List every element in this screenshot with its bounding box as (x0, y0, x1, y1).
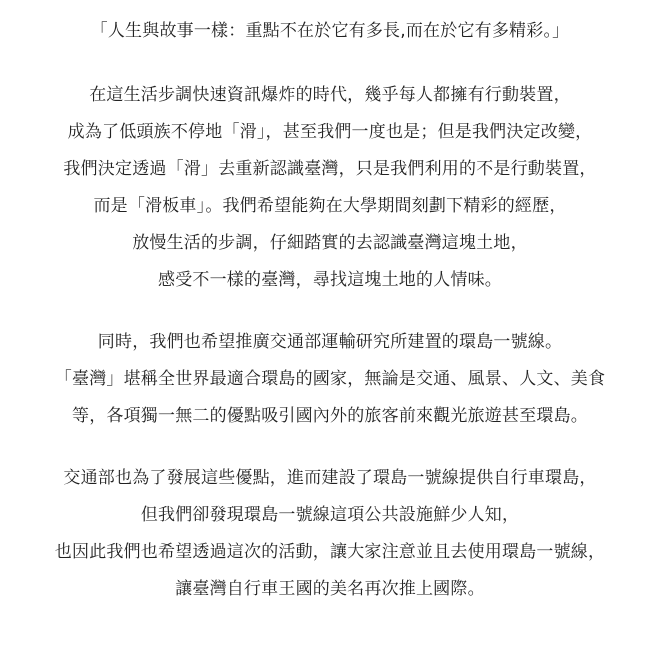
paragraph-line: 成為了低頭族不停地「滑」，甚至我們一度也是；但是我們決定改變， (67, 122, 593, 142)
paragraph-line: 「臺灣」堪稱全世界最適合環島的國家，無論是交通、風景、人文、美食 (54, 369, 606, 389)
paragraph-line: 我們決定透過「滑」去重新認識臺灣，只是我們利用的不是行動裝置， (63, 159, 597, 179)
spacer (0, 50, 660, 77)
paragraph-line: 也因此我們也希望透過這次的活動，讓大家注意並且去使用環島一號線， (54, 542, 606, 562)
spacer (0, 299, 660, 324)
paragraph-promotion (0, 460, 660, 608)
paragraph-line: 但我們卻發現環島一號線這項公共設施鮮少人知， (140, 505, 520, 525)
paragraph-intro (0, 77, 660, 299)
paragraph-line: 讓臺灣自行車王國的美名再次推上國際。 (175, 579, 485, 599)
paragraph-line: 同時，我們也希望推廣交通部運輸研究所建置的環島一號線。 (97, 332, 563, 352)
paragraph-line: 在這生活步調快速資訊爆炸的時代，幾乎每人都擁有行動裝置， (89, 85, 571, 105)
paragraph-line: 等，各項獨一無二的優點吸引國內外的旅客前來觀光旅遊甚至環島。 (72, 406, 588, 426)
spacer (0, 435, 660, 460)
paragraph-line: 放慢生活的步調，仔細踏實的去認識臺灣這塊土地， (132, 233, 528, 253)
paragraph-line: 感受不一樣的臺灣，尋找這塊土地的人情味。 (158, 270, 502, 290)
paragraph-route (0, 324, 660, 435)
paragraph-line: 交通部也為了發展這些優點，進而建設了環島一號線提供自行車環島， (63, 468, 597, 488)
paragraph-line: 而是「滑板車」。我們希望能夠在大學期間刻劃下精彩的經歷， (93, 196, 567, 216)
quote-line: 「人生與故事一樣：重點不在於它有多長,而在於它有多精彩。」 (90, 21, 570, 41)
